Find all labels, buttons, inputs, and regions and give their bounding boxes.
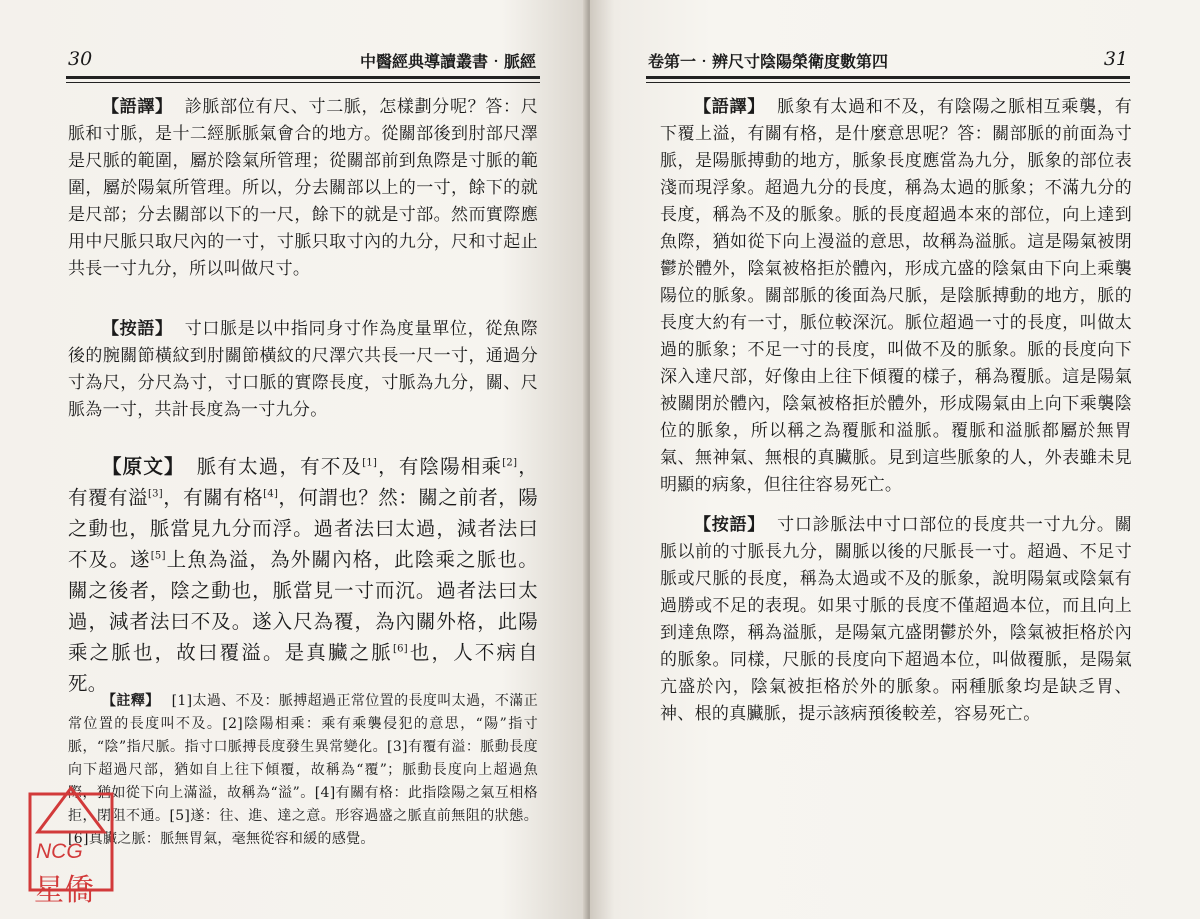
paragraph-text: [1]太過、不及：脈搏超過正常位置的長度叫太過，不滿正常位置的長度叫不及。[2]陰陽相乘：乘有乘襲侵犯的意思，“陽”指寸脈，“陰”指尺脈。指寸口脈搏長度發生異常變化。[3]有覆有溢：脈動長度向下超過尺部，猶如自上往下傾覆，故稱為“覆”；脈動長度向上超過魚際，猶如從下向上滿溢，故稱為“溢”。[4]有關有格：此指陰陽之氣互相格拒，閉阻不通。[5]遂：往、進、達之意。形容過盛之脈直前無阻的狀態。[6]真臟之脈：脈無胃氣，毫無從容和緩的感覺。 — [68, 693, 538, 847]
footnote-marker: [3] — [147, 488, 164, 500]
left-page — [0, 0, 590, 919]
original-text-segment: 也，人不病自死。 — [68, 641, 538, 695]
original-text-segment: 上魚為溢，為外關內格，此陰乘之脈也。關之後者，陰之動也，脈當見一寸而沉。過者法曰太過，減者法曰不及。遂入尺為覆，為內關外格，此陽乘之脈也，故曰覆溢。是真臟之脈 — [68, 548, 538, 664]
left-header-title: 中醫經典導讀叢書‧脈經 — [359, 52, 536, 71]
section-tag: 【按語】 — [694, 515, 766, 535]
right-running-header — [648, 48, 1128, 74]
translation-paragraph — [68, 94, 538, 283]
section-tag: 【按語】 — [102, 319, 173, 339]
header-rule-thin — [66, 82, 540, 83]
original-text-segment: ，有關有格 — [163, 486, 264, 509]
translation-paragraph — [660, 94, 1132, 499]
original-text-segment: ，何謂也？然：關之前者，陽之動也，脈當見九分而浮。過者法曰太過，減者法曰不及。遂 — [68, 486, 538, 571]
footnote-marker: [2] — [502, 457, 518, 469]
commentary-paragraph — [68, 316, 538, 424]
section-tag: 【註釋】 — [102, 693, 160, 709]
annotation-paragraph — [68, 690, 538, 851]
stamp-characters: 星僑 — [34, 873, 94, 908]
original-text-paragraph — [68, 451, 538, 699]
right-page — [590, 0, 1200, 919]
paragraph-text: 脈象有太過和不及，有陰陽之脈相互乘襲，有下覆上溢，有關有格，是什麼意思呢？答：關部脈的前面為寸脈，是陽脈搏動的地方，脈象長度應當為九分，脈象的部位表淺而現浮象。超過九分的長度，稱為太過的脈象；不滿九分的長度，稱為不及的脈象。脈的長度超過本來的部位，向上達到魚際，猶如從下向上漫溢的意思，故稱為溢脈。這是陽氣被閉鬱於體外，陰氣被格拒於體內，形成亢盛的陰氣由下向上乘襲陽位的脈象。關部脈的後面為尺脈，是陰脈搏動的地方，脈的長度大約有一寸，脈位較深沉。脈位超過一寸的長度，叫做太過的脈象；不足一寸的長度，叫做不及的脈象。脈的長度向下深入達尺部，好像由上往下傾覆的樣子，稱為覆脈。這是陽氣被關閉於體內，陰氣被格拒於體外，形成陽氣由上向下乘襲陰位的脈象，所以稱之為覆脈和溢脈。覆脈和溢脈都屬於無胃氣、無神氣、無根的真臟脈。見到這些脈象的人，外表雖未見明顯的病象，但往往容易死亡。 — [660, 97, 1132, 495]
seal-stamp-logo — [0, 780, 118, 910]
stamp-latin: NCG — [36, 840, 83, 863]
section-tag: 【語譯】 — [694, 97, 766, 117]
paragraph-text: 寸口脈是以中指同身寸作為度量單位，從魚際後的腕關節橫紋到肘關節橫紋的尺澤穴共長一尺一寸，通過分寸為尺，分尺為寸，寸口脈的實際長度，寸脈為九分，關、尺脈為一寸，共計長度為一寸九分。 — [68, 319, 539, 420]
section-tag: 【語譯】 — [102, 97, 173, 117]
section-tag: 【原文】 — [102, 455, 185, 478]
left-running-header — [68, 48, 538, 74]
header-rule — [66, 76, 540, 79]
header-rule-thin — [646, 82, 1130, 83]
original-text-segment: 脈有太過，有不及 — [196, 455, 363, 478]
footnote-marker: [4] — [263, 488, 279, 500]
paragraph-text: 診脈部位有尺、寸二脈，怎樣劃分呢？答：尺脈和寸脈，是十二經脈脈氣會合的地方。從關部後到肘部尺澤是尺脈的範圍，屬於陰氣所管理；從關部前到魚際是寸脈的範圍，屬於陽氣所管理。所以，分去關部以上的一寸，餘下的就是尺部；分去關部以下的一尺，餘下的就是寸部。然而實際應用中尺脈只取尺內的一寸，寸脈只取寸內的九分，尺和寸起止共長一寸九分，所以叫做尺寸。 — [68, 97, 539, 279]
footnote-marker: [6] — [392, 643, 409, 655]
right-header-title: 卷第一‧辨尺寸陰陽榮衛度數第四 — [648, 52, 889, 71]
footnote-marker: [1] — [362, 457, 378, 469]
right-page-number: 31 — [1103, 48, 1128, 70]
footnote-marker: [5] — [150, 550, 166, 562]
paragraph-text: 寸口診脈法中寸口部位的長度共一寸九分。關脈以前的寸脈長九分，關脈以後的尺脈長一寸。超過、不足寸脈或尺脈的長度，稱為太過或不及的脈象，說明陽氣或陰氣有過勝或不足的表現。如果寸脈的長度不僅超過本位，而且向上到達魚際，稱為溢脈，是陽氣亢盛閉鬱於外，陰氣被拒格於內的脈象。同樣，尺脈的長度向下超過本位，叫做覆脈，是陽氣亢盛於內，陰氣被拒格於外的脈象。兩種脈象均是缺乏胃、神、根的真臟脈，提示該病預後較差，容易死亡。 — [660, 515, 1132, 724]
original-text-segment: ，有覆有溢 — [68, 455, 538, 509]
commentary-paragraph — [660, 512, 1132, 728]
original-text-segment: ，有陰陽相乘 — [377, 455, 503, 478]
header-rule — [646, 76, 1130, 79]
left-page-number: 30 — [68, 48, 93, 70]
